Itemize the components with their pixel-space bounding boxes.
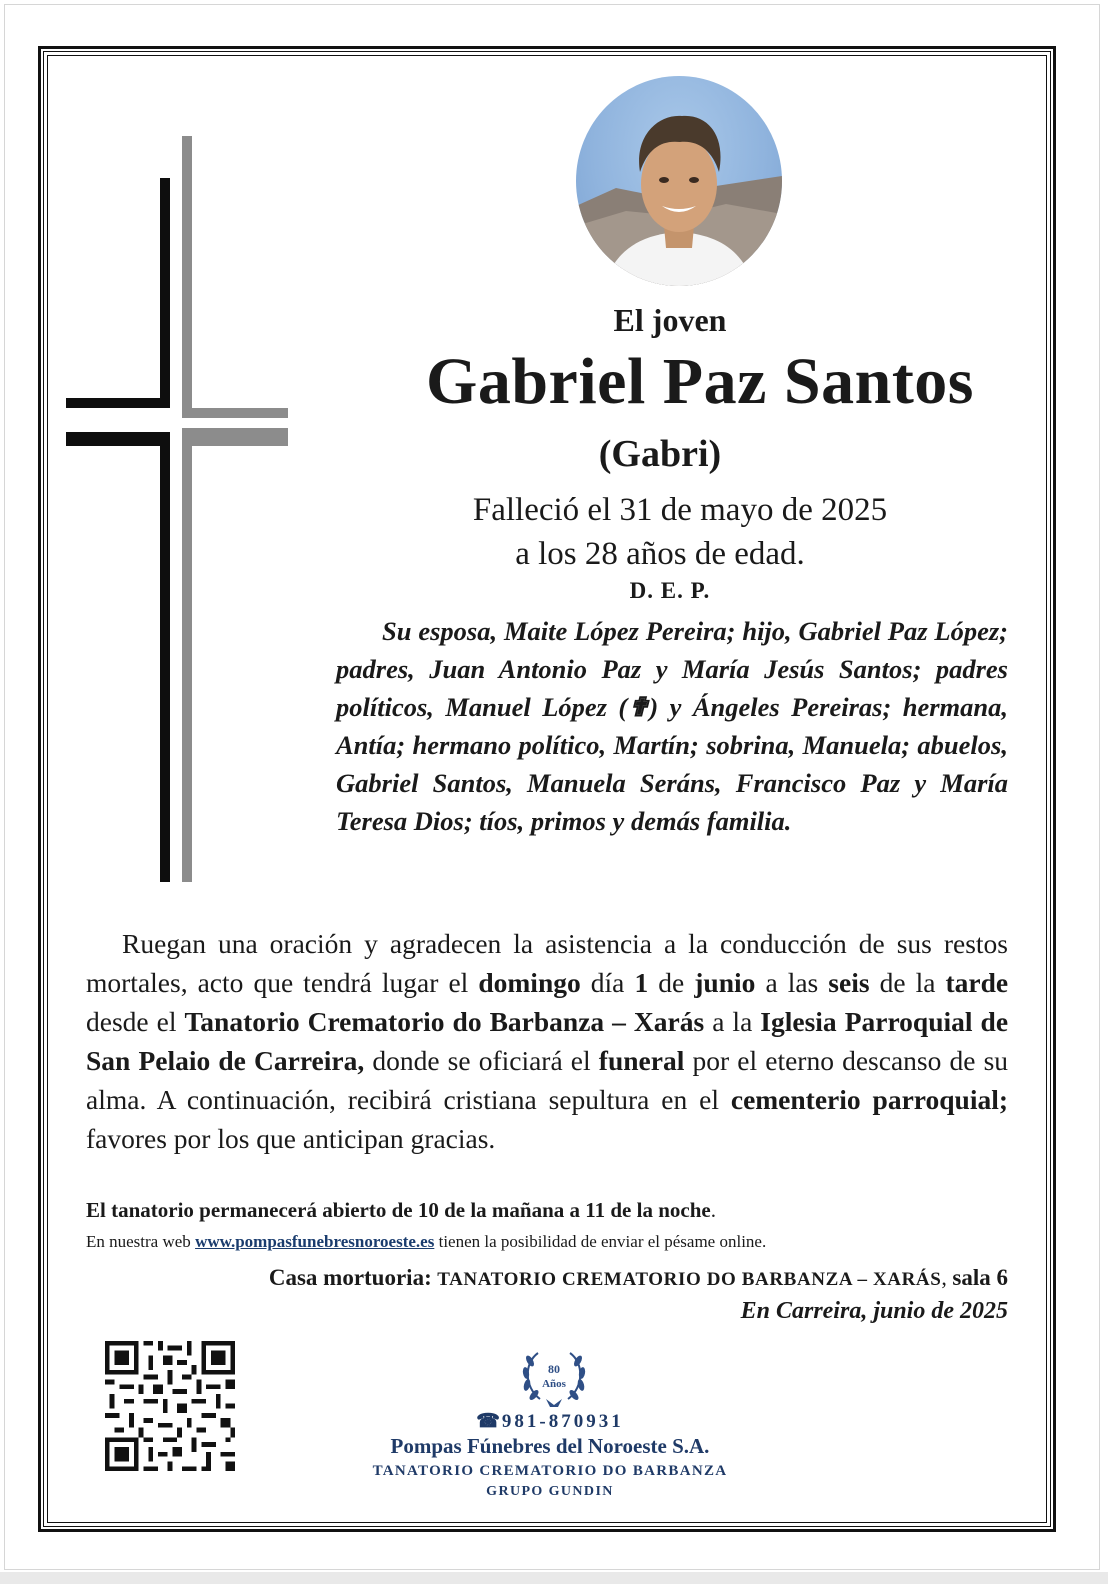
ceremony-month: junio	[694, 967, 756, 998]
funeral-home-line: Casa mortuoria: TANATORIO CREMATORIO DO BARBANZA – XARÁS, sala 6	[268, 1265, 1008, 1290]
phone-digits: 981-870931	[501, 1411, 624, 1432]
ceremony-paragraph	[86, 924, 1008, 1158]
family-list: Su esposa, Maite López Pereira; hijo, Gabriel Paz López; padres, Juan Antonio Paz y María Jesús Santos; padres políticos, Manuel López (✟) y Ángeles Pereiras; hermana, Antía; hermano político, Martín; sobrina, Manuela; abuelos, Gabriel Santos, Manuela Seráns, Francisco Paz y María Teresa Dios; tíos, primos y demás familia.	[336, 616, 1008, 836]
ceremony-text: desde el	[86, 1006, 177, 1037]
phone-icon: ☎	[476, 1411, 500, 1432]
ceremony-text: por el eterno descanso de su alma. A continuación, recibirá cristiana sepultura en el	[86, 1045, 1009, 1115]
badge-number: 80	[548, 1362, 560, 1376]
rip-abbreviation: D. E. P.	[629, 578, 711, 603]
portrait-photo	[576, 76, 782, 286]
laurel-badge-icon	[516, 1343, 592, 1409]
bottom-bar	[0, 1572, 1108, 1584]
phone-number[interactable]	[430, 1410, 670, 1433]
ceremony-text: a las	[765, 967, 819, 998]
opening-hours	[86, 1198, 1008, 1223]
notice-heading: El joven	[613, 302, 727, 338]
ceremony-text: de	[658, 967, 685, 998]
ceremony-text: favores por los que anticipan gracias.	[86, 1123, 496, 1154]
web-note-after: tienen la posibilidad de enviar el pésame online.	[438, 1232, 767, 1251]
condolence-web-note	[86, 1232, 1008, 1252]
death-date: Falleció el 31 de mayo de 2025	[472, 492, 888, 528]
badge-text: Años	[542, 1378, 566, 1390]
ceremony-funeral: funeral	[598, 1045, 685, 1076]
deceased-nickname: (Gabri)	[598, 433, 722, 475]
cross-icon	[60, 130, 300, 890]
opening-hours-end: .	[710, 1198, 716, 1222]
ceremony-text: Ruegan una oración y agradecen la asistencia a la conducción de sus restos mortales, acto que tendrá lugar el	[86, 928, 1008, 998]
ceremony-cemetery: cementerio parroquial;	[730, 1084, 1009, 1115]
ceremony-text: de la	[879, 967, 936, 998]
ceremony-text: donde se oficiará el	[372, 1045, 591, 1076]
ceremony-hour: seis	[828, 967, 870, 998]
ceremony-origin: Tanatorio Crematorio do Barbanza – Xarás	[184, 1006, 705, 1037]
house-room: sala 6	[952, 1265, 1008, 1290]
company-name: Pompas Fúnebres del Noroeste S.A.	[390, 1434, 710, 1458]
opening-hours-text: El tanatorio permanecerá abierto de 10 de la mañana a 11 de la noche	[86, 1198, 711, 1222]
house-label: Casa mortuoria:	[268, 1265, 432, 1290]
house-place: TANATORIO CREMATORIO DO BARBANZA – XARÁS	[437, 1269, 942, 1290]
deceased-name: Gabriel Paz Santos	[426, 345, 974, 418]
ceremony-day-number: 1	[634, 967, 649, 998]
ceremony-church: Iglesia Parroquial de San Pelaio de Carreira,	[86, 1006, 1009, 1076]
company-group: GRUPO GUNDIN	[486, 1484, 614, 1499]
qr-code[interactable]	[100, 1336, 240, 1476]
ceremony-day-name: domingo	[478, 967, 581, 998]
ceremony-text: a la	[712, 1006, 753, 1037]
age-line: a los 28 años de edad.	[515, 536, 805, 572]
ceremony-period: tarde	[945, 967, 1009, 998]
company-subtitle: TANATORIO CREMATORIO DO BARBANZA	[372, 1463, 728, 1479]
ceremony-text: día	[590, 967, 625, 998]
web-note-before: En nuestra web	[86, 1232, 191, 1251]
website-link[interactable]: www.pompasfunebresnoroeste.es	[195, 1232, 435, 1251]
place-date: En Carreira, junio de 2025	[740, 1298, 1008, 1324]
